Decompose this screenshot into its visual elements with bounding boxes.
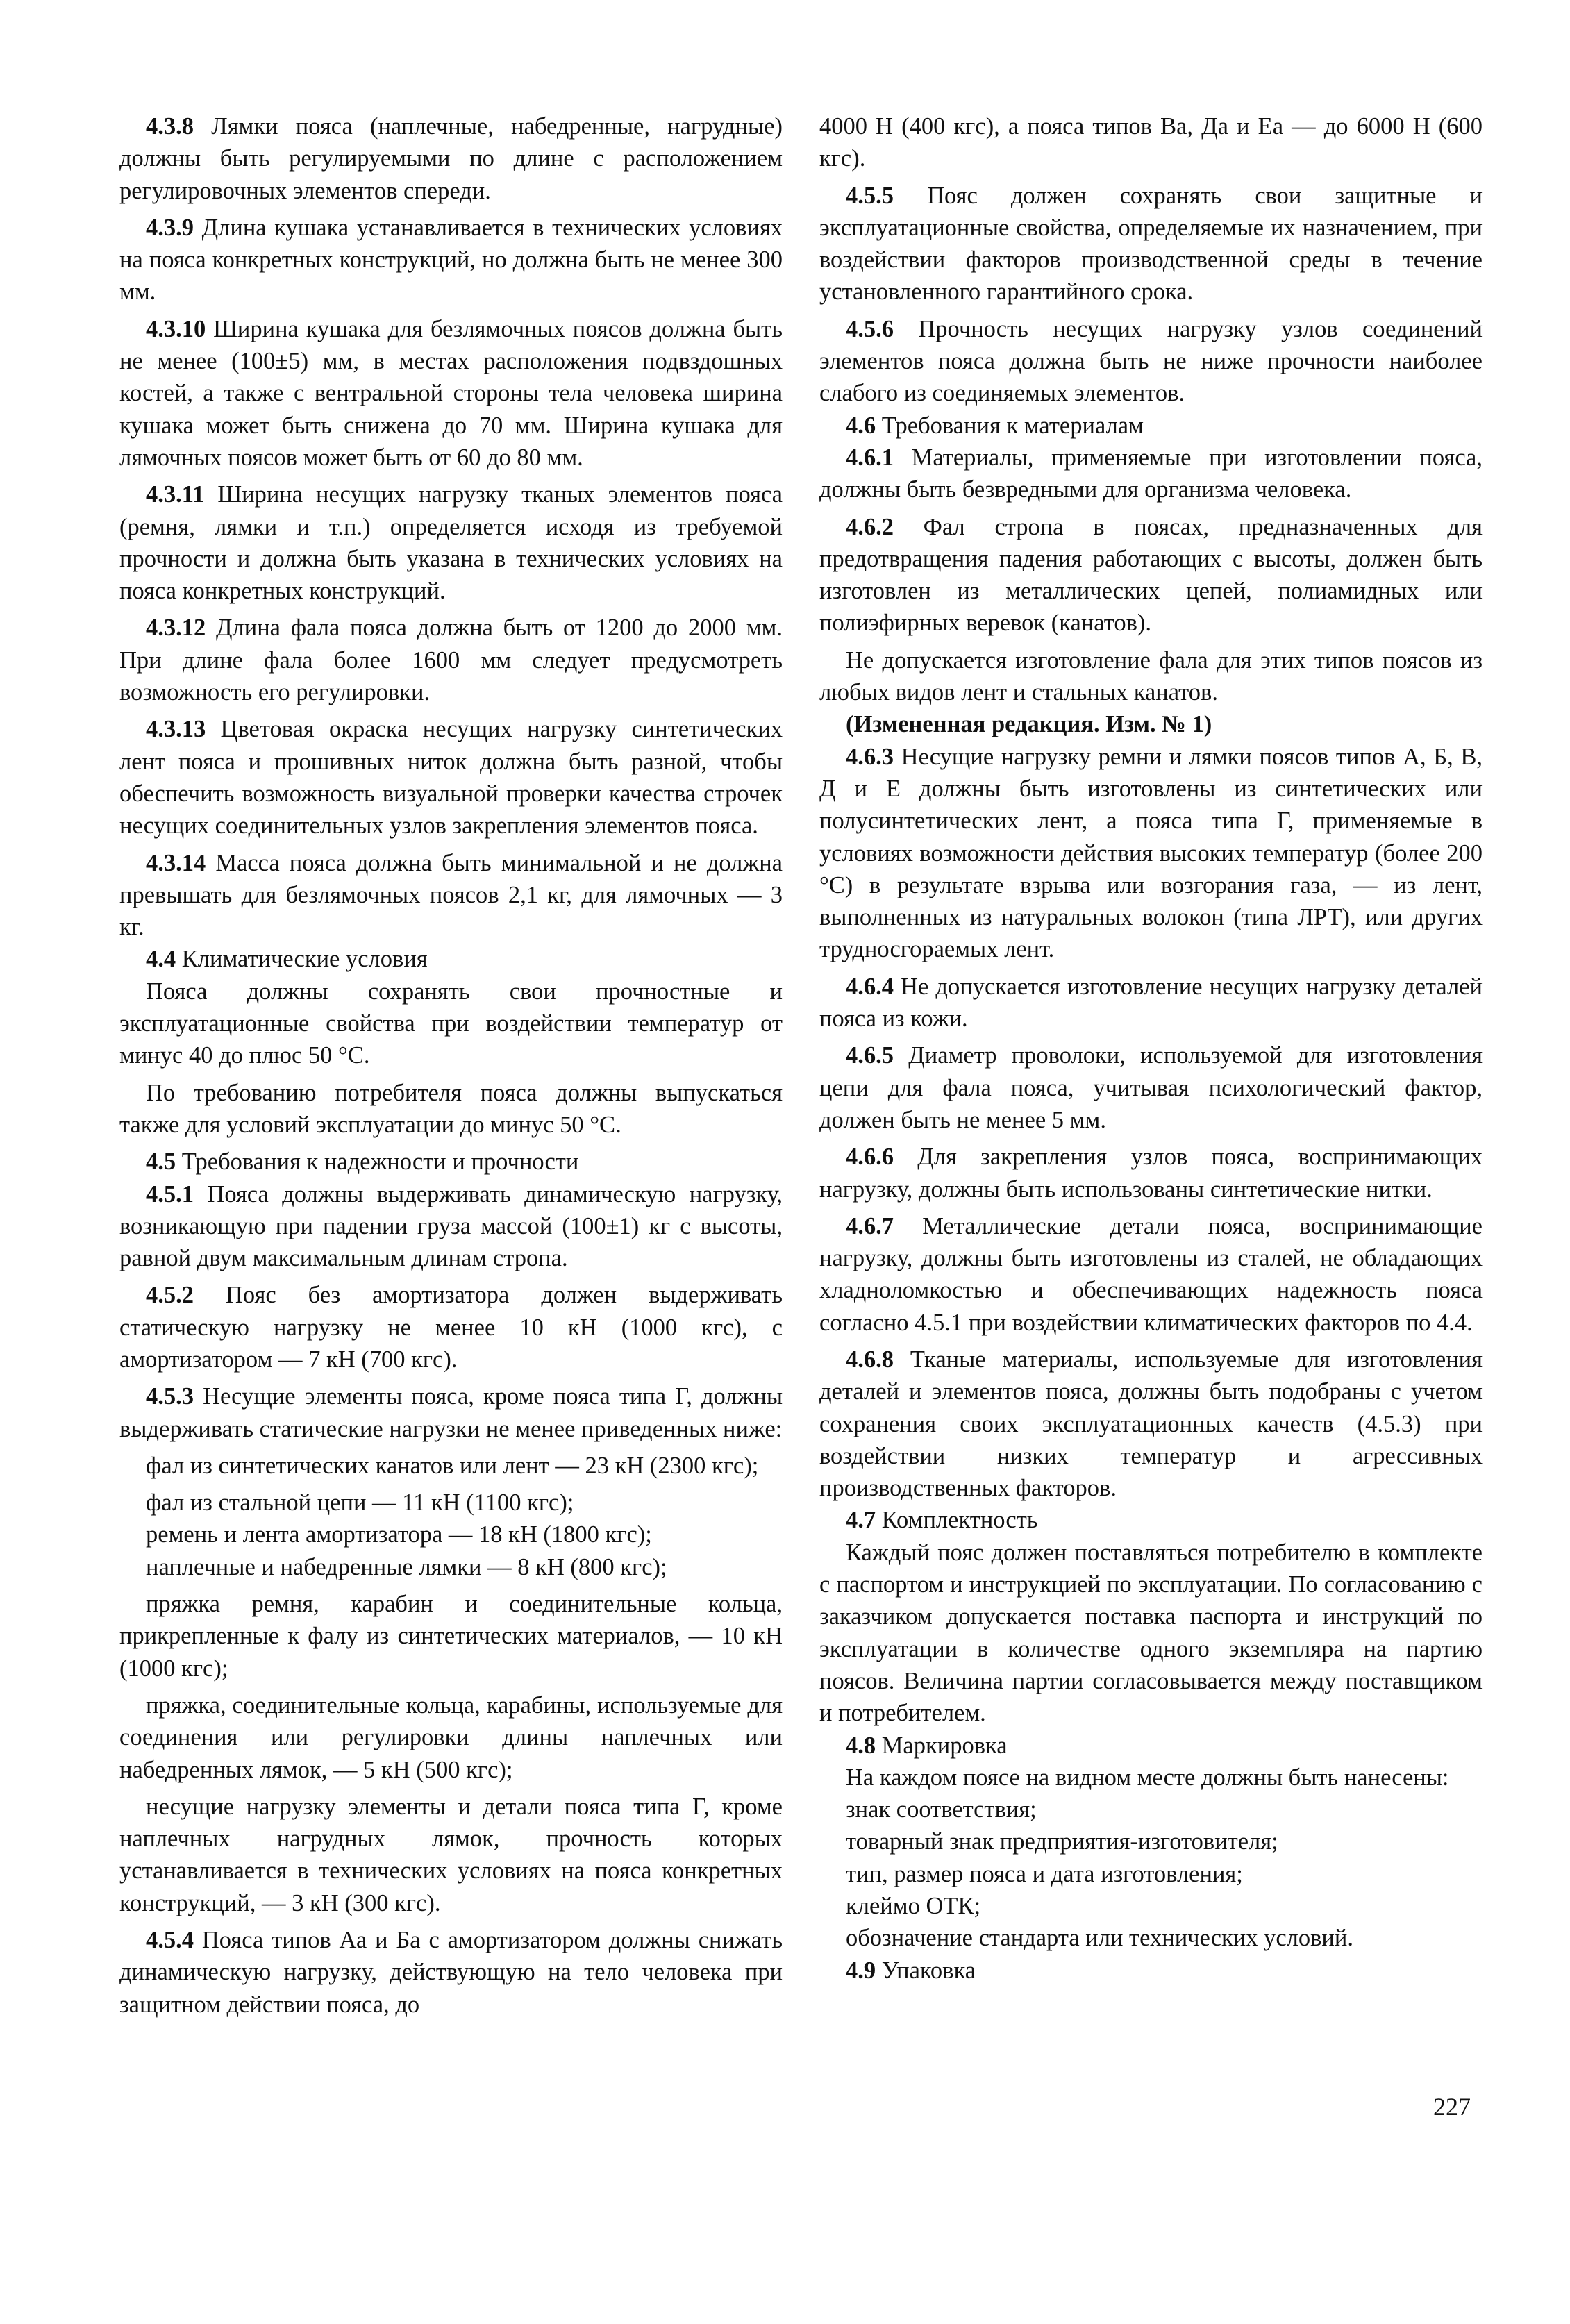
list-item-text: фал из стальной цепи — 11 кН (1100 кгс); [146, 1489, 574, 1516]
clause-4-5-5 [819, 180, 1483, 308]
list-item [819, 1825, 1483, 1857]
list-item [819, 1890, 1483, 1922]
clause-text: Длина кушака устанавливается в технических условиях на пояса конкретных конструкций, но должна быть не менее 300 мм. [119, 214, 783, 306]
list-item [119, 1450, 783, 1482]
paragraph [819, 1537, 1483, 1730]
clause-text: Диаметр проволоки, используемой для изготовления цепи для фала пояса, учитывая психологический фактор, должен быть не менее 5 мм. [819, 1042, 1483, 1133]
section-heading-4-6 [819, 410, 1483, 442]
list-item [119, 1588, 783, 1685]
clause-4-5-3 [119, 1380, 783, 1445]
clause-number: 4.5.4 [146, 1927, 194, 1954]
section-title: Требования к материалам [876, 412, 1144, 439]
list-item [119, 1551, 783, 1583]
list-item-text: несущие нагрузку элементы и детали пояса типа Г, кроме наплечных нагрудных лямок, прочность которых устанавливается в технических условиях на пояса конкретных конструкций, — 3 кН (300 кгс). [119, 1793, 783, 1916]
list-item-text: наплечные и набедренные лямки — 8 кН (800 кгс); [146, 1553, 667, 1580]
section-number: 4.9 [846, 1957, 876, 1984]
clause-text: Пояса типов Аа и Ба с амортизатором должны снижать динамическую нагрузку, действующую на тело человека при защитном действии пояса, до [119, 1927, 783, 2018]
list-item-text: ремень и лента амортизатора — 18 кН (1800 кгс); [146, 1521, 652, 1548]
list-item-text: клеймо ОТК; [846, 1893, 981, 1920]
amendment-note [819, 708, 1483, 740]
section-heading-4-7 [819, 1504, 1483, 1536]
section-title: Климатические условия [176, 946, 428, 973]
clause-number: 4.5.6 [846, 315, 894, 342]
list-item-text: знак соответствия; [846, 1796, 1037, 1823]
clause-text: Несущие элементы пояса, кроме пояса типа Г, должны выдерживать статические нагрузки не менее приведенных ниже: [119, 1383, 783, 1442]
list-item [119, 1487, 783, 1519]
clause-4-6-4 [819, 971, 1483, 1035]
clause-number: 4.3.9 [146, 214, 194, 241]
section-title: Требования к надежности и прочности [176, 1148, 579, 1176]
clause-text: Для закрепления узлов пояса, воспринимающих нагрузку, должны быть использованы синтетические нитки. [819, 1144, 1483, 1203]
section-number: 4.4 [146, 946, 176, 973]
clause-text: Фал стропа в поясах, предназначенных для предотвращения падения работающих с высоты, должен быть изготовлен из металлических цепей, полиамидных или полиэфирных веревок (канатов). [819, 513, 1483, 637]
clause-text: Металлические детали пояса, воспринимающие нагрузку, должны быть изготовлены из сталей, не обладающих хладноломкостью и обеспечивающих надежность пояса согласно 4.5.1 при воздействии климатических факторов по 4.4. [819, 1212, 1483, 1336]
clause-text: Ширина несущих нагрузку тканых элементов пояса (ремня, лямки и т.п.) определяется исходя из требуемой прочности и должна быть указана в технических условиях на пояса конкретных конструкций. [119, 481, 783, 605]
clause-number: 4.6.6 [846, 1144, 894, 1171]
right-column [819, 106, 1483, 1987]
clause-number: 4.5.1 [146, 1180, 194, 1207]
clause-number: 4.3.8 [146, 113, 194, 140]
clause-4-3-9 [119, 212, 783, 308]
clause-number: 4.3.10 [146, 315, 206, 342]
left-column [119, 106, 783, 2021]
clause-number: 4.3.11 [146, 481, 205, 508]
list-item [819, 1794, 1483, 1825]
clause-4-6-3 [819, 741, 1483, 966]
clause-4-3-10 [119, 313, 783, 474]
clause-4-3-12 [119, 612, 783, 708]
clause-text: Цветовая окраска несущих нагрузку синтетических лент пояса и прошивных ниток должна быть разной, чтобы обеспечить возможность визуальной проверки качества строчек несущих соединительных узлов закрепления элементов пояса. [119, 716, 783, 839]
paragraph-text: 4000 Н (400 кгс), а пояса типов Ва, Да и Еа — до 6000 Н (600 кгс). [819, 113, 1483, 172]
clause-number: 4.5.3 [146, 1383, 194, 1410]
clause-4-5-2 [119, 1279, 783, 1376]
clause-4-5-4 [119, 1924, 783, 2021]
clause-4-5-6 [819, 313, 1483, 410]
clause-4-6-7 [819, 1210, 1483, 1339]
paragraph-text: По требованию потребителя пояса должны выпускаться также для условий эксплуатации до минус 50 °С. [119, 1079, 783, 1138]
clause-text: Материалы, применяемые при изготовлении пояса, должны быть безвредными для организма человека. [819, 444, 1483, 503]
clause-text: Ширина кушака для безлямочных поясов должна быть не менее (100±5) мм, в местах расположения подвздошных костей, а также с вентральной стороны тела человека ширина кушака может быть снижена до 70 мм. Ширина кушака для лямочных поясов может быть от 60 до 80 мм. [119, 315, 783, 471]
clause-text: Масса пояса должна быть минимальной и не должна превышать для безлямочных поясов 2,1 кг, для лямочных — 3 кг. [119, 849, 783, 941]
clause-text: Прочность несущих нагрузку узлов соединений элементов пояса должна быть не ниже прочности наиболее слабого из соединяемых элементов. [819, 315, 1483, 407]
clause-4-6-5 [819, 1039, 1483, 1136]
paragraph [819, 1762, 1483, 1794]
list-item [119, 1519, 783, 1550]
clause-text: Лямки пояса (наплечные, набедренные, нагрудные) должны быть регулируемыми по длине с расположением регулировочных элементов спереди. [119, 113, 783, 204]
paragraph [119, 1077, 783, 1142]
paragraph [119, 976, 783, 1072]
clause-4-3-11 [119, 478, 783, 607]
list-item-text: пряжка, соединительные кольца, карабины, используемые для соединения или регулировки длины наплечных или набедренных лямок, — 5 кН (500 кгс); [119, 1691, 783, 1783]
section-heading-4-8 [819, 1730, 1483, 1762]
list-item-text: товарный знак предприятия-изготовителя; [846, 1828, 1278, 1855]
section-title: Комплектность [876, 1507, 1038, 1534]
section-heading-4-5 [119, 1146, 783, 1178]
clause-number: 4.6.7 [846, 1212, 894, 1239]
amendment-text: (Измененная редакция. Изм. № 1) [846, 711, 1212, 738]
clause-number: 4.5.2 [146, 1282, 194, 1309]
clause-number: 4.5.5 [846, 182, 894, 209]
section-number: 4.6 [846, 412, 876, 439]
clause-number: 4.3.13 [146, 716, 206, 743]
list-item [819, 1858, 1483, 1890]
clause-text: Не допускается изготовление несущих нагрузку деталей пояса из кожи. [819, 973, 1483, 1033]
list-item-text: тип, размер пояса и дата изготовления; [846, 1860, 1243, 1887]
clause-number: 4.6.5 [846, 1042, 894, 1069]
clause-number: 4.3.14 [146, 849, 206, 876]
paragraph-continuation [819, 110, 1483, 175]
clause-text: Пояс должен сохранять свои защитные и эксплуатационные свойства, определяемые их назначением, при воздействии факторов производственной среды в течение установленного гарантийного срока. [819, 182, 1483, 306]
clause-4-3-8 [119, 110, 783, 207]
paragraph-text: Пояса должны сохранять свои прочностные и эксплуатационные свойства при воздействии температур от минус 40 до плюс 50 °С. [119, 978, 783, 1069]
paragraph [819, 644, 1483, 709]
page-number: 227 [1433, 2093, 1471, 2121]
clause-4-3-14 [119, 847, 783, 944]
list-item-text: фал из синтетических канатов или лент — 23 кН (2300 кгс); [146, 1452, 759, 1479]
section-number: 4.8 [846, 1732, 876, 1759]
clause-4-6-1 [819, 442, 1483, 506]
clause-number: 4.6.3 [846, 743, 894, 770]
clause-number: 4.6.4 [846, 973, 894, 1000]
paragraph-text: Не допускается изготовление фала для этих типов поясов из любых видов лент и стальных канатов. [819, 646, 1483, 706]
clause-4-5-1 [119, 1178, 783, 1275]
section-number: 4.7 [846, 1507, 876, 1534]
clause-4-6-6 [819, 1141, 1483, 1205]
section-title: Упаковка [876, 1957, 976, 1984]
section-number: 4.5 [146, 1148, 176, 1176]
clause-number: 4.6.8 [846, 1346, 894, 1373]
list-item-text: пряжка ремня, карабин и соединительные кольца, прикрепленные к фалу из синтетических материалов, — 10 кН (1000 кгс); [119, 1591, 783, 1682]
list-item-text: обозначение стандарта или технических условий. [846, 1925, 1353, 1952]
clause-text: Пояс без амортизатора должен выдерживать статическую нагрузку не менее 10 кН (1000 кгс), с амортизатором — 7 кН (700 кгс). [119, 1282, 783, 1373]
clause-number: 4.6.2 [846, 513, 894, 540]
section-heading-4-4 [119, 943, 783, 975]
clause-4-6-2 [819, 511, 1483, 639]
list-item [819, 1922, 1483, 1954]
clause-4-6-8 [819, 1344, 1483, 1504]
list-item [119, 1689, 783, 1786]
clause-number: 4.3.12 [146, 615, 206, 642]
clause-4-3-13 [119, 713, 783, 842]
clause-text: Пояса должны выдерживать динамическую нагрузку, возникающую при падении груза массой (100±1) кг с высоты, равной двум максимальным длинам стропа. [119, 1180, 783, 1272]
list-item [119, 1791, 783, 1919]
section-title: Маркировка [876, 1732, 1008, 1759]
section-heading-4-9 [819, 1955, 1483, 1987]
clause-text: Несущие нагрузку ремни и лямки поясов типов А, Б, В, Д и Е должны быть изготовлены из синтетических или полусинтетических лент, а пояса типа Г, применяемые в условиях возможности действия высоких температур (более 200 °С) в результате взрыва или возгорания газа, — из лент, выполненных из натуральных волокон (типа ЛРТ), или других трудносгораемых лент. [819, 743, 1483, 963]
paragraph-text: На каждом поясе на видном месте должны быть нанесены: [846, 1764, 1449, 1791]
clause-text: Тканые материалы, используемые для изготовления деталей и элементов пояса, должны быть подобраны с учетом сохранения своих эксплуатационных качеств (4.5.3) при воздействии низких температур и агрессивных производственных факторов. [819, 1346, 1483, 1502]
paragraph-text: Каждый пояс должен поставляться потребителю в комплекте с паспортом и инструкцией по эксплуатации. По согласованию с заказчиком допускается поставка паспорта и инструкций по эксплуатации в количестве одного экземпляра на партию поясов. Величина партии согласовывается между поставщиком и потребителем. [819, 1539, 1483, 1727]
clause-text: Длина фала пояса должна быть от 1200 до 2000 мм. При длине фала более 1600 мм следует предусмотреть возможность его регулировки. [119, 615, 783, 706]
clause-number: 4.6.1 [846, 444, 894, 471]
